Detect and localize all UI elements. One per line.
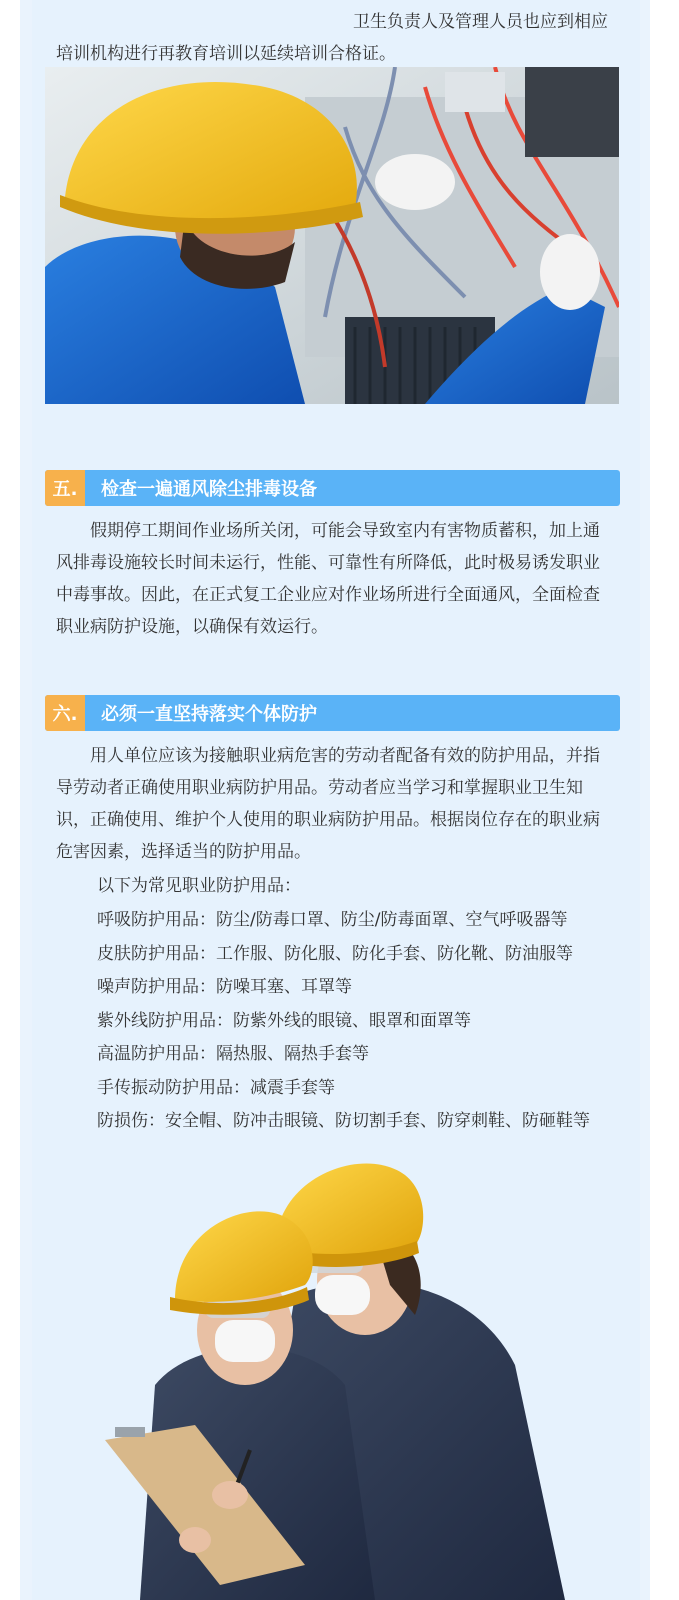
top-text-line1: 卫生负责人及管理人员也应到相应 <box>353 12 608 32</box>
ppe-list-item: 皮肤防护用品：工作服、防化服、防化手套、防化靴、防油服等 <box>97 944 573 964</box>
ppe-list-item: 手传振动防护用品：减震手套等 <box>97 1078 335 1098</box>
section-6-header <box>45 695 620 731</box>
ppe-list-item: 紫外线防护用品：防紫外线的眼镜、眼罩和面罩等 <box>97 1011 471 1031</box>
ppe-list-intro: 以下为常见职业防护用品： <box>97 876 301 896</box>
worker-machinery-photo <box>45 67 619 404</box>
section-6-title: 必须一直坚持落实个体防护 <box>101 704 317 725</box>
section-6-number: 六. <box>45 695 85 731</box>
section-5-number: 五. <box>45 470 85 506</box>
section-5-title: 检查一遍通风除尘排毒设备 <box>101 479 317 500</box>
ppe-list-item: 噪声防护用品：防噪耳塞、耳罩等 <box>97 977 352 997</box>
ppe-list-item: 呼吸防护用品：防尘/防毒口罩、防尘/防毒面罩、空气呼吸器等 <box>97 910 568 930</box>
section-6-paragraph: 用人单位应该为接触职业病危害的劳动者配备有效的防护用品，并指导劳动者正确使用职业病防护用品。劳动者应当学习和掌握职业卫生知识，正确使用、维护个人使用的职业病防护用品。根据岗位存在的职业病危害因素，选择适当的防护用品。 <box>56 746 600 862</box>
workers-protective-gear-photo <box>45 1135 619 1600</box>
ppe-list-item: 防损伤：安全帽、防冲击眼镜、防切割手套、防穿刺鞋、防砸鞋等 <box>97 1111 590 1131</box>
section-5-paragraph: 假期停工期间作业场所关闭，可能会导致室内有害物质蓄积，加上通风排毒设施较长时间未运行，性能、可靠性有所降低，此时极易诱发职业中毒事故。因此，在正式复工企业应对作业场所进行全面通风，全面检查职业病防护设施，以确保有效运行。 <box>56 521 600 637</box>
ppe-list-item: 高温防护用品：隔热服、隔热手套等 <box>97 1044 369 1064</box>
section-5-header <box>45 470 620 506</box>
top-text-line2: 培训机构进行再教育培训以延续培训合格证。 <box>56 44 396 64</box>
